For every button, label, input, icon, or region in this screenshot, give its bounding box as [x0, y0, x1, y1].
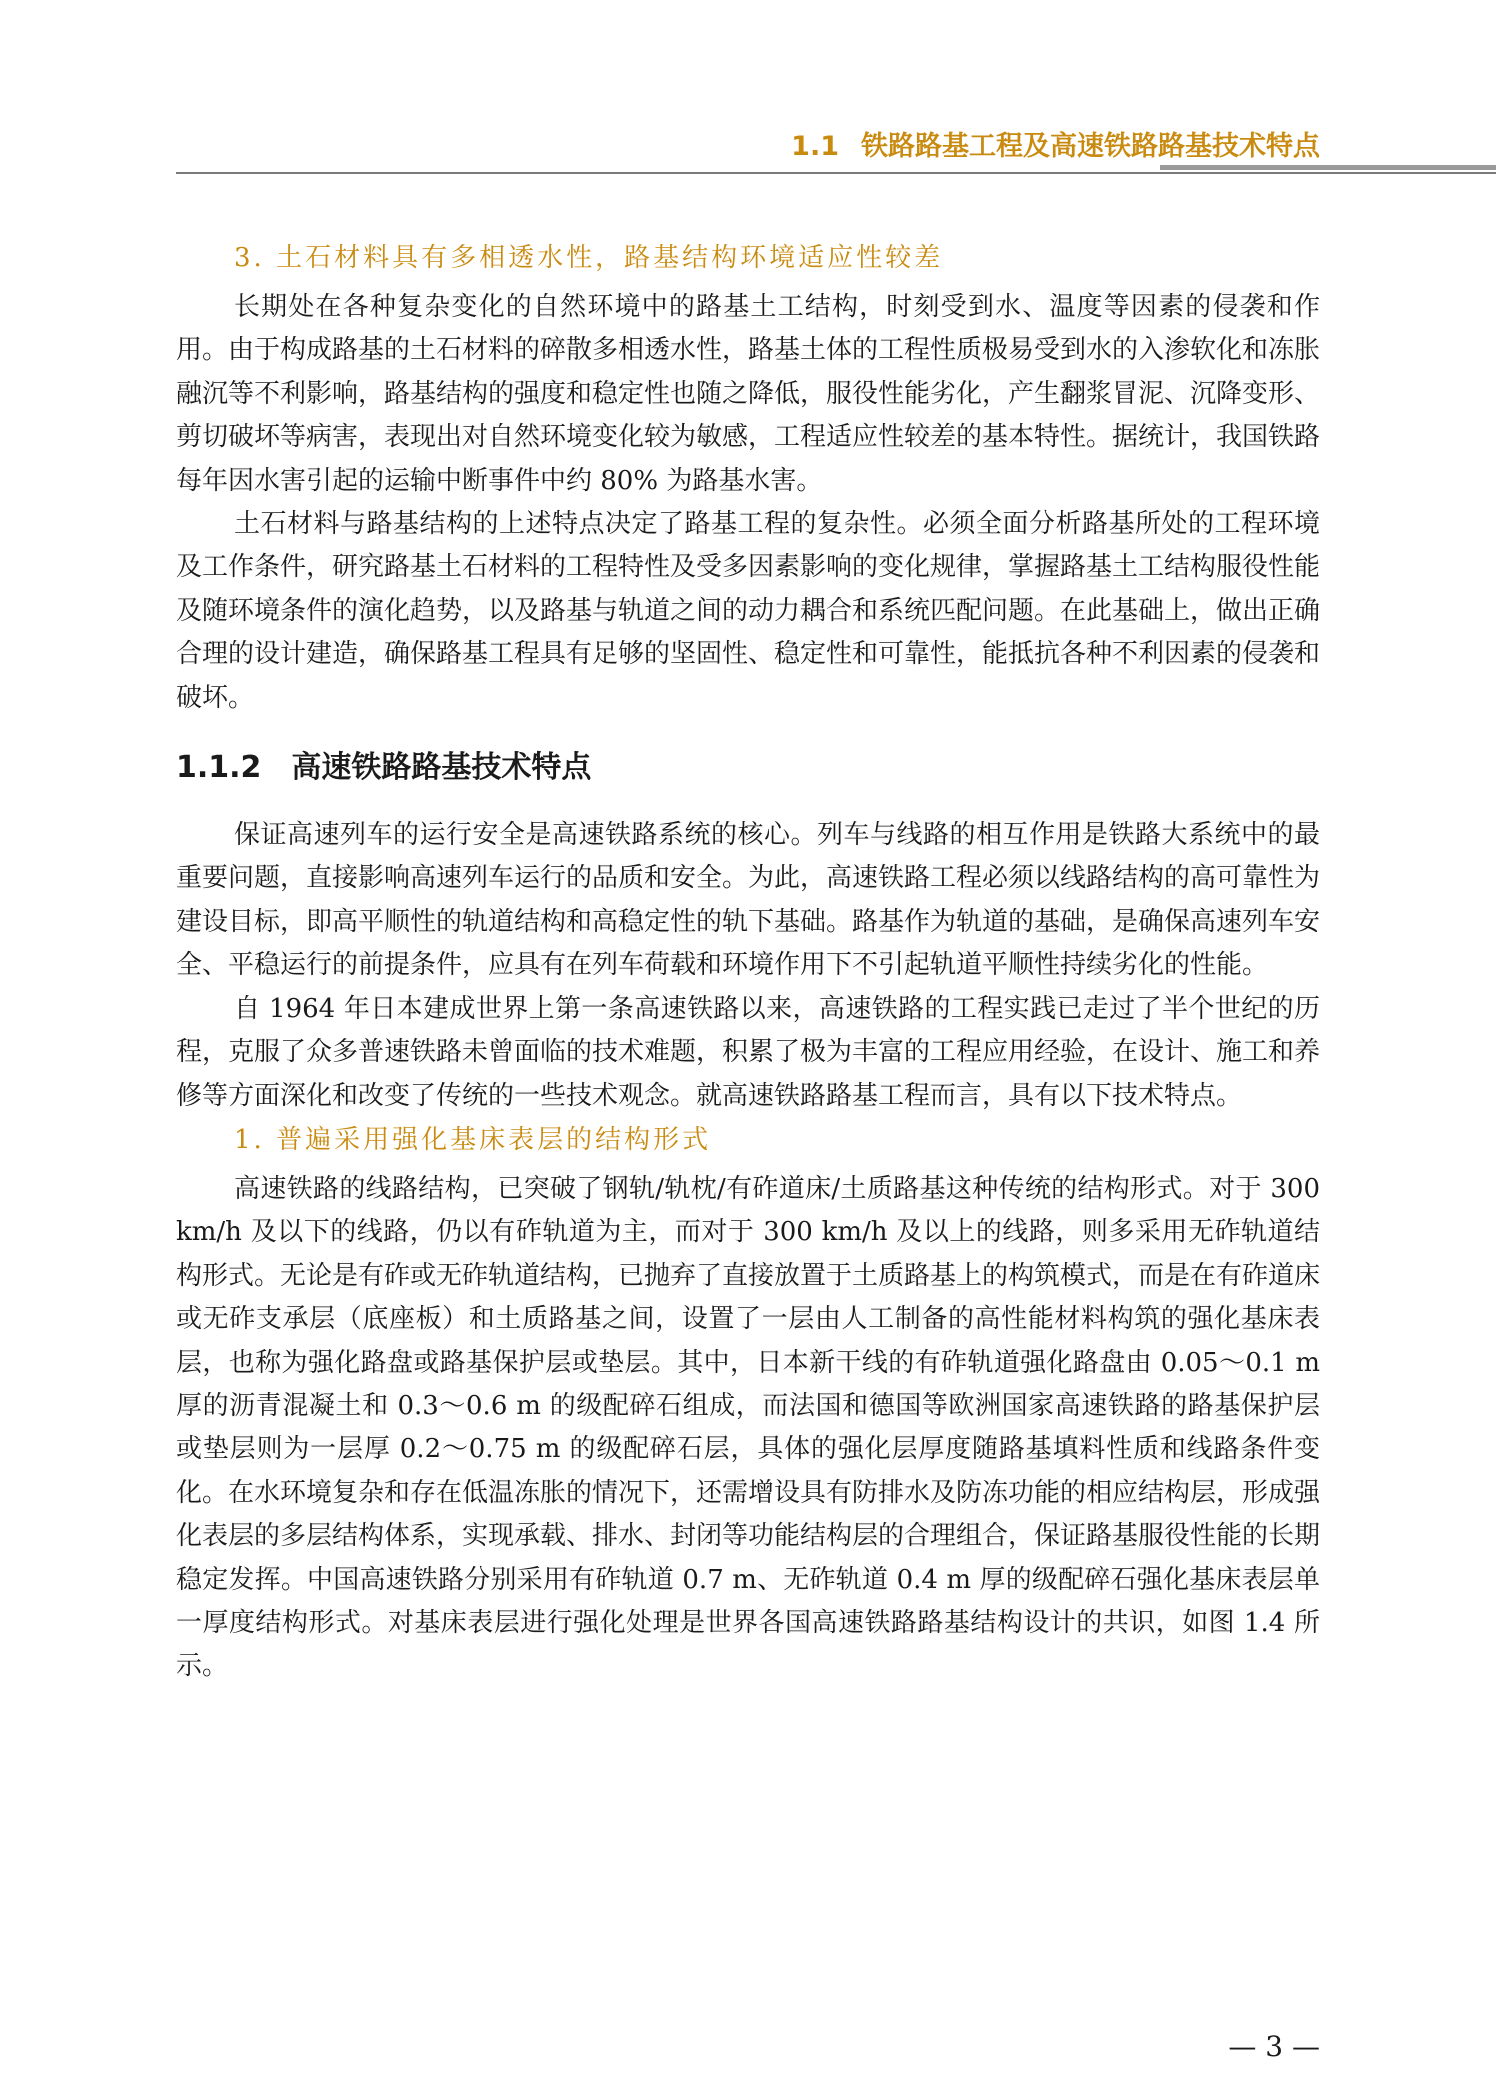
page-number: — 3 — [1228, 2030, 1320, 2063]
header-accent-bar [1160, 165, 1496, 170]
page-body [176, 236, 1320, 1689]
section-heading-1-1-2 [176, 746, 1320, 790]
paragraph-3: 保证高速列车的运行安全是高速铁路系统的核心。列车与线路的相互作用是铁路大系统中的最重要问题，直接影响高速列车运行的品质和安全。为此，高速铁路工程必须以线路结构的高可靠性为建设目标，即高平顺性的轨道结构和高稳定性的轨下基础。路基作为轨道的基础，是确保高速列车安全、平稳运行的前提条件，应具有在列车荷载和环境作用下不引起轨道平顺性持续劣化的性能。 [176, 820, 1321, 981]
section-title: 高速铁路路基技术特点 [291, 750, 592, 786]
subheading-3: 3. 土石材料具有多相透水性，路基结构环境适应性较差 [234, 243, 944, 273]
subheading-1: 1. 普遍采用强化基床表层的结构形式 [234, 1124, 712, 1155]
header-rule [176, 172, 1496, 174]
paragraph-5: 高速铁路的线路结构，已突破了钢轨/轨枕/有砟道床/土质路基这种传统的结构形式。对于 300 km/h 及以下的线路，仍以有砟轨道为主，而对于 300 km/h 及以上的线路，则多采用无砟轨道结构形式。无论是有砟或无砟轨道结构，已抛弃了直接放置于土质路基上的构筑模式，而是在有砟道床或无砟支承层（底座板）和土质路基之间，设置了一层由人工制备的高性能材料构筑的强化基床表层，也称为强化路盘或路基保护层或垫层。其中，日本新干线的有砟轨道强化路盘由 0.05～0.1 m 厚的沥青混凝土和 0.3～0.6 m 的级配碎石组成，而法国和德国等欧洲国家高速铁路的路基保护层或垫层则为一层厚 0.2～0.75 m 的级配碎石层，具体的强化层厚度随路基填料性质和线路条件变化。在水环境复杂和存在低温冻胀的情况下，还需增设具有防排水及防冻功能的相应结构层，形成强化表层的多层结构体系，实现承载、排水、封闭等功能结构层的合理组合，保证路基服役性能的长期稳定发挥。中国高速铁路分别采用有砟轨道 0.7 m、无砟轨道 0.4 m 厚的级配碎石强化基床表层单一厚度结构形式。对基床表层进行强化处理是世界各国高速铁路路基结构设计的共识，如图 1.4 所示。 [176, 1173, 1321, 1682]
header-section-title: 铁路路基工程及高速铁路路基技术特点 [861, 131, 1320, 162]
paragraph-1: 长期处在各种复杂变化的自然环境中的路基土工结构，时刻受到水、温度等因素的侵袭和作用。由于构成路基的土石材料的碎散多相透水性，路基土体的工程性质极易受到水的入渗软化和冻胀融沉等不利影响，路基结构的强度和稳定性也随之降低，服役性能劣化，产生翻浆冒泥、沉降变形、剪切破坏等病害，表现出对自然环境变化较为敏感，工程适应性较差的基本特性。据统计，我国铁路每年因水害引起的运输中断事件中约 80% 为路基水害。 [176, 292, 1321, 496]
paragraph-4: 自 1964 年日本建成世界上第一条高速铁路以来，高速铁路的工程实践已走过了半个世纪的历程，克服了众多普速铁路未曾面临的技术难题，积累了极为丰富的工程应用经验，在设计、施工和养修等方面深化和改变了传统的一些技术观念。就高速铁路路基工程而言，具有以下技术特点。 [176, 993, 1321, 1111]
running-header [780, 124, 1320, 163]
header-section-number: 1.1 [791, 131, 839, 162]
section-number: 1.1.2 [176, 750, 262, 786]
paragraph-2: 土石材料与路基结构的上述特点决定了路基工程的复杂性。必须全面分析路基所处的工程环境及工作条件，研究路基土石材料的工程特性及受多因素影响的变化规律，掌握路基土工结构服役性能及随环境条件的演化趋势，以及路基与轨道之间的动力耦合和系统匹配问题。在此基础上，做出正确合理的设计建造，确保路基工程具有足够的坚固性、稳定性和可靠性，能抵抗各种不利因素的侵袭和破坏。 [176, 509, 1321, 713]
